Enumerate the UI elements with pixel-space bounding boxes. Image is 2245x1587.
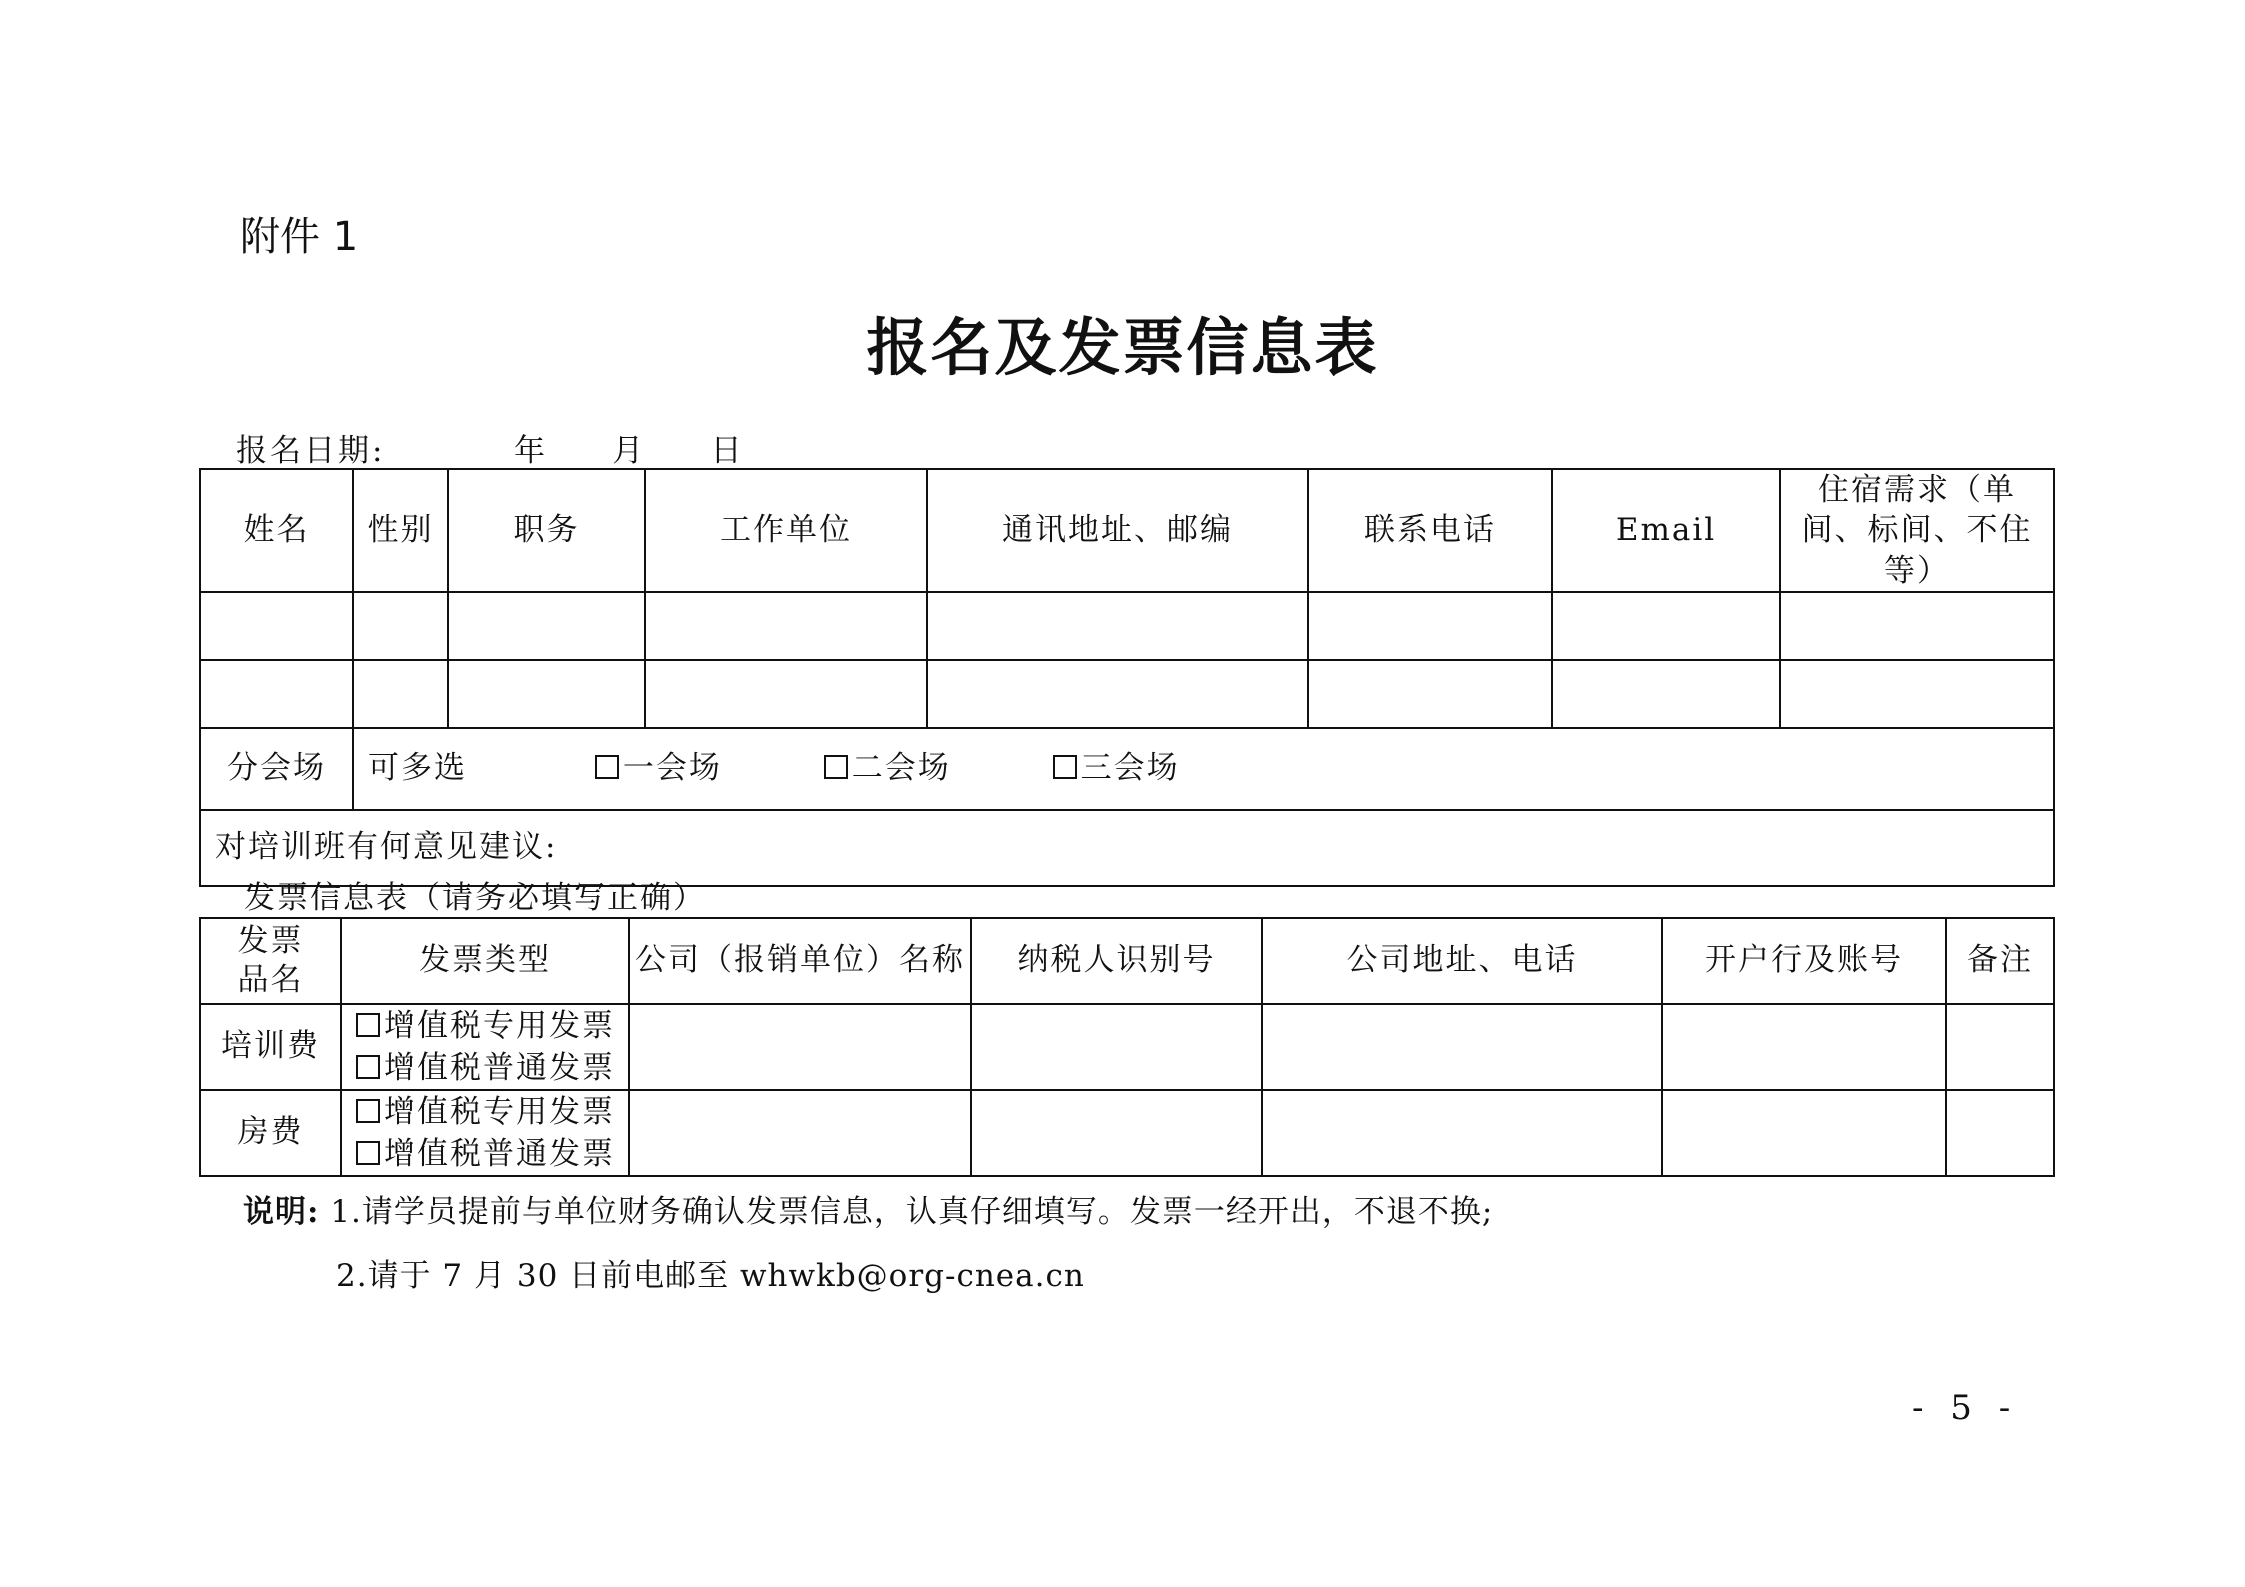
- cell-email[interactable]: [1552, 592, 1780, 660]
- option-label: 增值税专用发票: [384, 1008, 615, 1044]
- cell-employer[interactable]: [645, 660, 927, 728]
- venue-row: [200, 728, 2054, 810]
- registration-header-row: [200, 469, 2054, 592]
- cell-bank-account[interactable]: [1662, 1090, 1946, 1176]
- invoice-header-row: [200, 918, 2054, 1004]
- cell-address[interactable]: [927, 660, 1308, 728]
- option-label: 增值税普通发票: [384, 1050, 615, 1086]
- header-employer: 工作单位: [645, 469, 927, 592]
- registration-date-line: [236, 425, 745, 470]
- venue-option-2-label: 二会场: [851, 749, 951, 786]
- cell-company-address[interactable]: [1262, 1090, 1662, 1176]
- date-month-label: 月: [612, 433, 647, 469]
- option-label: 增值税普通发票: [384, 1136, 615, 1172]
- header-company-name: 公司（报销单位）名称: [629, 918, 971, 1004]
- date-year-label: 年: [514, 433, 548, 469]
- registration-table: [199, 468, 2055, 887]
- cell-name[interactable]: [200, 592, 353, 660]
- header-taxpayer-id: 纳税人识别号: [971, 918, 1262, 1004]
- invoice-option-special[interactable]: [356, 1091, 628, 1133]
- header-invoice-item: 发票品名: [200, 918, 341, 1004]
- registration-entry-row: [200, 660, 2054, 728]
- suggestion-label[interactable]: 对培训班有何意见建议:: [200, 810, 2054, 886]
- invoice-row-training: [200, 1004, 2054, 1090]
- cell-company-name[interactable]: [629, 1004, 971, 1090]
- invoice-option-special[interactable]: [356, 1005, 628, 1047]
- cell-address[interactable]: [927, 592, 1308, 660]
- invoice-option-general[interactable]: [356, 1047, 628, 1089]
- notes-text-1: 1.请学员提前与单位财务确认发票信息，认真仔细填写。发票一经开出，不退不换;: [330, 1194, 1494, 1230]
- checkbox-icon[interactable]: [356, 1099, 380, 1123]
- checkbox-icon[interactable]: [1053, 755, 1077, 779]
- registration-entry-row: [200, 592, 2054, 660]
- cell-accommodation[interactable]: [1780, 592, 2054, 660]
- page-title: 报名及发票信息表: [866, 311, 1379, 384]
- header-bank-account: 开户行及账号: [1662, 918, 1946, 1004]
- invoice-row-lodging: [200, 1090, 2054, 1176]
- header-email: Email: [1552, 469, 1780, 592]
- invoice-type-options: [341, 1090, 629, 1176]
- cell-gender[interactable]: [353, 592, 448, 660]
- cell-phone[interactable]: [1308, 592, 1552, 660]
- header-position: 职务: [448, 469, 645, 592]
- invoice-option-general[interactable]: [356, 1133, 628, 1175]
- invoice-type-options: [341, 1004, 629, 1090]
- header-accommodation: 住宿需求（单间、标间、不住等）: [1780, 469, 2054, 592]
- cell-accommodation[interactable]: [1780, 660, 2054, 728]
- page-number: - 5 -: [1912, 1388, 2019, 1428]
- header-gender: 性别: [353, 469, 448, 592]
- notes-line-2: 2.请于 7 月 30 日前电邮至 whwkb@org-cnea.cn: [336, 1258, 1085, 1294]
- header-address: 通讯地址、邮编: [927, 469, 1308, 592]
- header-remarks: 备注: [1946, 918, 2054, 1004]
- cell-remarks[interactable]: [1946, 1004, 2054, 1090]
- cell-taxpayer-id[interactable]: [971, 1090, 1262, 1176]
- venue-option-3-label: 三会场: [1080, 749, 1180, 786]
- checkbox-icon[interactable]: [356, 1055, 380, 1079]
- venue-option-1[interactable]: [595, 748, 722, 790]
- cell-company-name[interactable]: [629, 1090, 971, 1176]
- header-name: 姓名: [200, 469, 353, 592]
- cell-position[interactable]: [448, 592, 645, 660]
- header-company-address: 公司地址、电话: [1262, 918, 1662, 1004]
- cell-employer[interactable]: [645, 592, 927, 660]
- cell-taxpayer-id[interactable]: [971, 1004, 1262, 1090]
- venue-option-2[interactable]: [824, 748, 951, 790]
- date-day-label: 日: [710, 433, 745, 469]
- venue-options: [353, 728, 2054, 810]
- checkbox-icon[interactable]: [356, 1013, 380, 1037]
- invoice-table: [199, 917, 2055, 1177]
- date-label: 报名日期:: [236, 433, 386, 469]
- cell-remarks[interactable]: [1946, 1090, 2054, 1176]
- notes-line-1: [243, 1186, 1493, 1231]
- invoice-item: 培训费: [200, 1004, 341, 1090]
- cell-company-address[interactable]: [1262, 1004, 1662, 1090]
- cell-position[interactable]: [448, 660, 645, 728]
- checkbox-icon[interactable]: [595, 755, 619, 779]
- invoice-caption: 发票信息表（请务必填写正确）: [244, 880, 706, 916]
- attachment-label: 附件 1: [240, 214, 359, 260]
- header-invoice-type: 发票类型: [341, 918, 629, 1004]
- cell-name[interactable]: [200, 660, 353, 728]
- cell-email[interactable]: [1552, 660, 1780, 728]
- cell-phone[interactable]: [1308, 660, 1552, 728]
- venue-option-3[interactable]: [1053, 748, 1180, 790]
- venue-hint: 可多选: [368, 749, 467, 786]
- checkbox-icon[interactable]: [356, 1141, 380, 1165]
- notes-label: 说明:: [243, 1194, 320, 1230]
- venue-label: 分会场: [200, 728, 353, 810]
- venue-option-1-label: 一会场: [622, 749, 722, 786]
- invoice-item: 房费: [200, 1090, 341, 1176]
- header-phone: 联系电话: [1308, 469, 1552, 592]
- option-label: 增值税专用发票: [384, 1094, 615, 1130]
- cell-gender[interactable]: [353, 660, 448, 728]
- cell-bank-account[interactable]: [1662, 1004, 1946, 1090]
- checkbox-icon[interactable]: [824, 755, 848, 779]
